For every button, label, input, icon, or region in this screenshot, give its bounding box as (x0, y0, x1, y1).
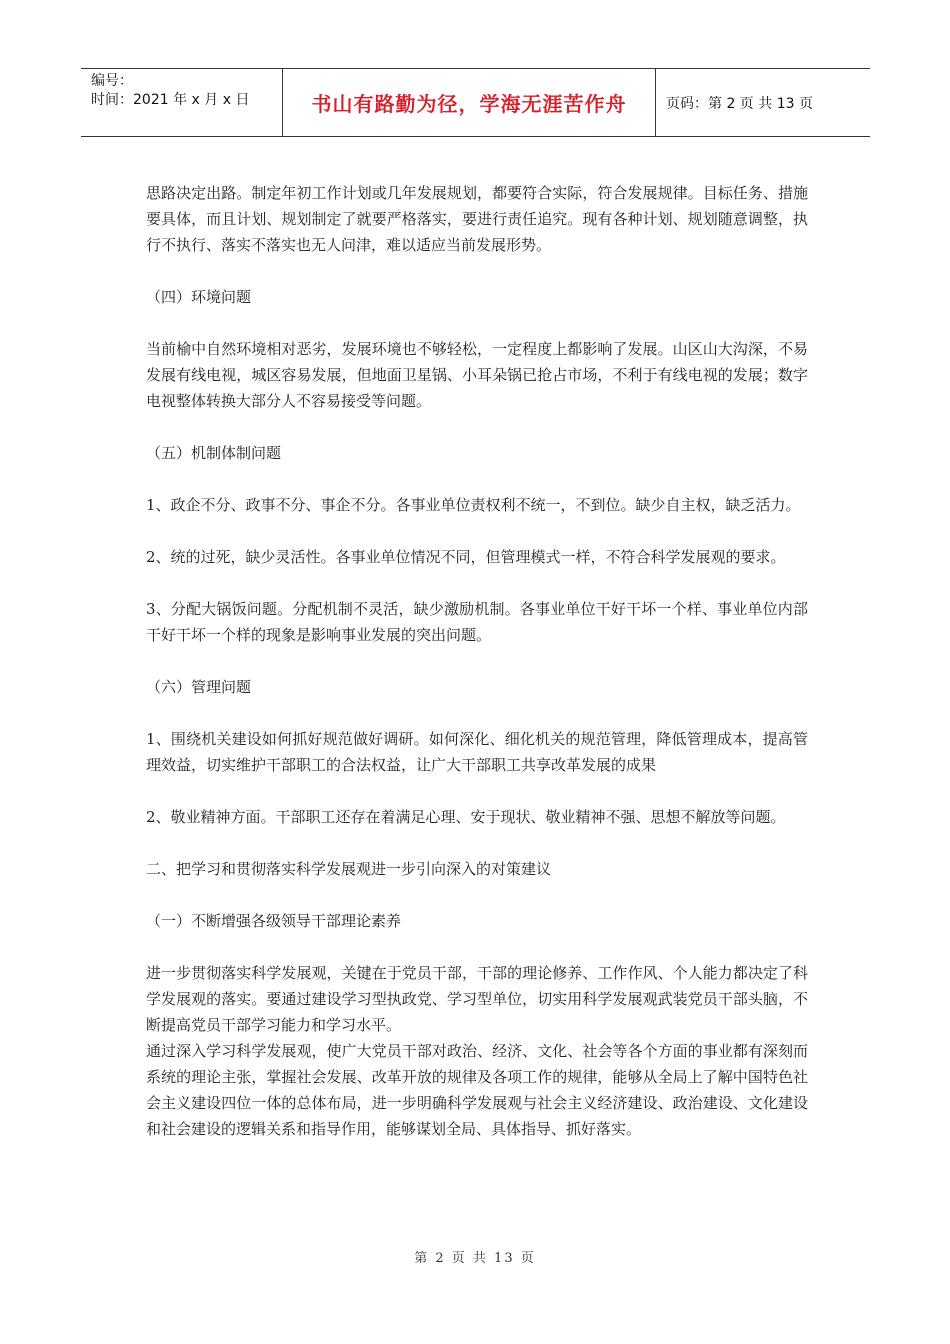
document-number-label: 编号： (91, 73, 133, 89)
section-heading: （六）管理问题 (146, 678, 252, 696)
paragraph: 当前榆中自然环境相对恶劣，发展环境也不够轻松，一定程度上都影响了发展。山区山大沟深，不易发展有线电视，城区容易发展，但地面卫星锅、小耳朵锅已抢占市场，不利于有线电视的发展；数字电视整体转换大部分人不容易接受等问题。 (146, 340, 808, 410)
list-item: 2、统的过死，缺少灵活性。各事业单位情况不同，但管理模式一样，不符合科学发展观的要求。 (146, 548, 786, 566)
list-item: 1、围绕机关建设如何抓好规范做好调研。如何深化、细化机关的规范管理，降低管理成本，提高管理效益，切实维护干部职工的合法权益，让广大干部职工共享改革发展的成果 (146, 730, 808, 774)
page-footer (0, 1247, 950, 1266)
section-heading: （一）不断增强各级领导干部理论素养 (146, 912, 402, 930)
section-heading: （五）机制体制问题 (146, 444, 282, 462)
header-motto: 书山有路勤为径，学海无涯苦作舟 (283, 69, 656, 136)
paragraph: 思路决定出路。制定年初工作计划或几年发展规划，都要符合实际，符合发展规律。目标任务、措施要具体，而且计划、规划制定了就要严格落实，要进行责任追究。现有各种计划、规划随意调整，执行不执行、落实不落实也无人问津，难以适应当前发展形势。 (146, 184, 808, 254)
header-page-label: 页码：第 2 页 共 13 页 (666, 95, 813, 112)
page-header (81, 68, 870, 137)
document-time-label: 时间：2021 年 x 月 x 日 (91, 92, 250, 108)
list-item: 3、分配大锅饭问题。分配机制不灵活，缺少激励机制。各事业单位干好干坏一个样、事业单位内部干好干坏一个样的现象是影响事业发展的突出问题。 (146, 600, 808, 644)
footer-page-number: 第 2 页 共 13 页 (414, 1251, 536, 1266)
document-body (146, 180, 808, 1168)
header-meta (81, 69, 283, 136)
section-heading: （四）环境问题 (146, 288, 252, 306)
list-item: 2、敬业精神方面。干部职工还存在着满足心理、安于现状、敬业精神不强、思想不解放等问题。 (146, 808, 786, 826)
chapter-heading: 二、把学习和贯彻落实科学发展观进一步引向深入的对策建议 (146, 860, 552, 878)
paragraph: 通过深入学习科学发展观，使广大党员干部对政治、经济、文化、社会等各个方面的事业都有深刻而系统的理论主张，掌握社会发展、改革开放的规律及各项工作的规律，能够从全局上了解中国特色社会主义建设四位一体的总体布局，进一步明确科学发展观与社会主义经济建设、政治建设、文化建设和社会建设的逻辑关系和指导作用，能够谋划全局、具体指导、抓好落实。 (146, 1042, 808, 1138)
paragraph: 进一步贯彻落实科学发展观，关键在于党员干部，干部的理论修养、工作作风、个人能力都决定了科学发展观的落实。要通过建设学习型执政党、学习型单位，切实用科学发展观武装党员干部头脑，不断提高党员干部学习能力和学习水平。 (146, 964, 808, 1034)
list-item: 1、政企不分、政事不分、事企不分。各事业单位责权利不统一，不到位。缺少自主权，缺乏活力。 (146, 496, 801, 514)
